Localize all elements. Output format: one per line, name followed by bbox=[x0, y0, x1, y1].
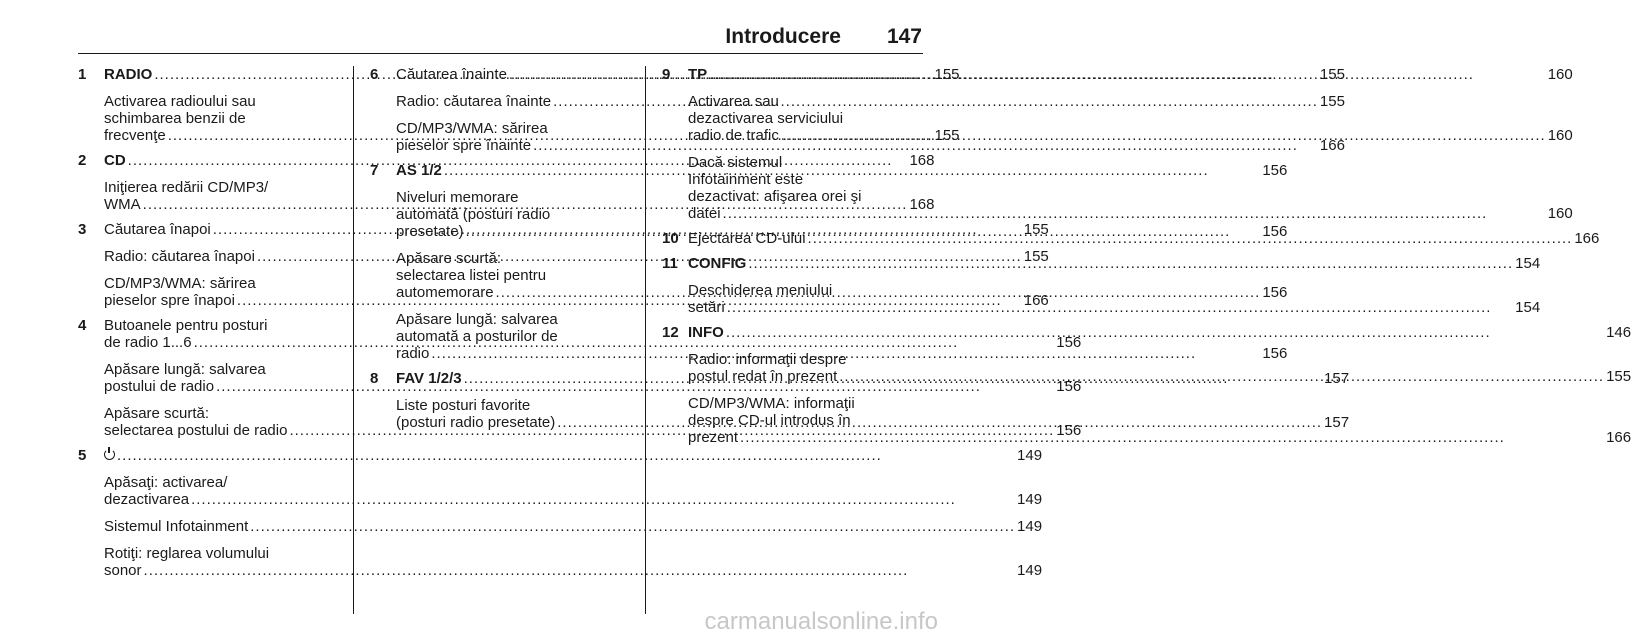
page-ref[interactable]: 149 bbox=[1017, 447, 1043, 464]
entry-title-text: AS 1/2 bbox=[396, 162, 442, 179]
page-ref[interactable]: 155 bbox=[1023, 221, 1049, 238]
entry-sub-item bbox=[688, 351, 1631, 385]
sub-item-text: datei bbox=[688, 205, 721, 222]
page-ref[interactable]: 155 bbox=[1319, 66, 1345, 83]
entry-title-text: INFO bbox=[688, 324, 724, 341]
entry-body bbox=[688, 324, 1631, 446]
page-ref[interactable]: 154 bbox=[1515, 255, 1541, 272]
sub-item-line: Deschiderea meniului bbox=[688, 282, 833, 299]
entry-number: 11 bbox=[662, 255, 678, 272]
entry-title-line: Butoanele pentru posturi bbox=[104, 317, 268, 334]
entry-number: 1 bbox=[78, 66, 87, 83]
watermark: carmanualsonline.info bbox=[704, 608, 938, 635]
sub-item-line: automată (posturi radio bbox=[396, 206, 551, 223]
sub-item-line: Rotiţi: reglarea volumului bbox=[104, 545, 270, 562]
sub-item-text: frecvenţe bbox=[104, 127, 166, 144]
sub-item-line: CD/MP3/WMA: sărirea bbox=[396, 120, 548, 137]
sub-item-line: dezactivarea serviciului bbox=[688, 110, 844, 127]
sub-item-line: Niveluri memorare bbox=[396, 189, 519, 206]
entry-number: 2 bbox=[78, 152, 87, 169]
leader-row bbox=[104, 562, 1042, 579]
page-ref[interactable]: 155 bbox=[934, 127, 960, 144]
entry-sub-item bbox=[688, 282, 1540, 316]
entry-title bbox=[688, 255, 1540, 272]
page-ref[interactable]: 156 bbox=[1262, 162, 1288, 179]
sub-item-text: radio de trafic bbox=[688, 127, 779, 144]
sub-item-text: postului de radio bbox=[104, 378, 215, 395]
leader-dots bbox=[250, 518, 1015, 535]
page-ref[interactable]: 156 bbox=[1056, 422, 1082, 439]
leader-row bbox=[688, 230, 1599, 247]
page-ref[interactable]: 157 bbox=[1324, 370, 1350, 387]
sub-item-line: CD/MP3/WMA: informaţii bbox=[688, 395, 855, 412]
leader-dots bbox=[740, 429, 1604, 446]
sub-item-text: pieselor spre înapoi bbox=[104, 292, 235, 309]
leader-dots bbox=[723, 205, 1546, 222]
entry-number: 7 bbox=[370, 162, 379, 179]
leader-row bbox=[688, 299, 1540, 316]
column-divider bbox=[353, 66, 354, 614]
page-ref[interactable]: 155 bbox=[1319, 93, 1345, 110]
page-number: 147 bbox=[886, 25, 922, 48]
column-divider bbox=[645, 66, 646, 614]
page-ref[interactable]: 160 bbox=[1547, 66, 1573, 83]
leader-dots bbox=[808, 230, 1573, 247]
sub-item-line: Apăsaţi: activarea/ bbox=[104, 474, 228, 491]
leader-dots bbox=[839, 368, 1604, 385]
entry-body bbox=[104, 447, 1042, 579]
entry-number: 5 bbox=[78, 447, 87, 464]
leader-dots bbox=[191, 491, 1015, 508]
sub-item-text: prezent bbox=[688, 429, 739, 446]
page-ref[interactable]: 156 bbox=[1262, 284, 1288, 301]
entry-sub-item bbox=[688, 93, 1573, 144]
sub-item-line: CD/MP3/WMA: sărirea bbox=[104, 275, 256, 292]
power-icon bbox=[104, 449, 115, 460]
entry-sub-item bbox=[104, 545, 1042, 579]
entry-sub-item bbox=[104, 518, 1042, 535]
sub-item-line: Iniţierea redării CD/MP3/ bbox=[104, 179, 269, 196]
page-ref[interactable]: 156 bbox=[1056, 378, 1082, 395]
sub-item-line: Apăsare scurtă: bbox=[104, 405, 210, 422]
leader-dots bbox=[726, 324, 1604, 341]
sub-item-line: Dacă sistemul bbox=[688, 154, 783, 171]
entry-title bbox=[688, 230, 1599, 247]
sub-item-text: WMA bbox=[104, 196, 141, 213]
entry-title-text: de radio 1...6 bbox=[104, 334, 192, 351]
entry-number: 6 bbox=[370, 66, 379, 83]
leader-row bbox=[688, 66, 1573, 83]
page-ref[interactable]: 155 bbox=[1606, 368, 1631, 385]
leader-dots bbox=[727, 299, 1513, 316]
leader-dots bbox=[144, 562, 1016, 579]
page-header bbox=[725, 26, 922, 47]
sub-item-line: Apăsare scurtă: bbox=[396, 250, 502, 267]
sub-item-text: automemorare bbox=[396, 284, 494, 301]
entry-title bbox=[688, 324, 1631, 341]
sub-item-text: postul redat în prezent bbox=[688, 368, 838, 385]
page-ref[interactable]: 156 bbox=[1056, 334, 1082, 351]
entry-title-text: Căutarea înapoi bbox=[104, 221, 211, 238]
leader-row bbox=[688, 255, 1540, 272]
leader-row bbox=[688, 324, 1631, 341]
page-ref[interactable]: 157 bbox=[1324, 414, 1350, 431]
page-ref[interactable]: 146 bbox=[1606, 324, 1631, 341]
page-ref[interactable]: 168 bbox=[909, 196, 935, 213]
sub-item-text: dezactivarea bbox=[104, 491, 190, 508]
sub-item-text: sonor bbox=[104, 562, 142, 579]
page-ref[interactable]: 168 bbox=[909, 152, 935, 169]
entry-title-text: Ejectarea CD-ului bbox=[688, 230, 806, 247]
page-ref[interactable]: 156 bbox=[1262, 345, 1288, 362]
entry-number: 8 bbox=[370, 370, 379, 387]
entry-title-text: TP bbox=[688, 66, 708, 83]
leader-dots bbox=[748, 255, 1513, 272]
page-ref[interactable]: 166 bbox=[1606, 429, 1631, 446]
sub-item-text: presetate) bbox=[396, 223, 464, 240]
entry-sub-item bbox=[688, 395, 1631, 446]
entry-sub-item bbox=[688, 154, 1573, 222]
entry-title-text: Căutarea înainte bbox=[396, 66, 507, 83]
page-ref[interactable]: 156 bbox=[1262, 223, 1288, 240]
page-ref[interactable]: 149 bbox=[1017, 518, 1043, 535]
page-ref[interactable]: 154 bbox=[1515, 299, 1541, 316]
entry-body bbox=[688, 230, 1599, 247]
sub-item-line: despre CD-ul introdus în bbox=[688, 412, 851, 429]
sub-item-line: automată a posturilor de bbox=[396, 328, 558, 345]
sub-item-line: Apăsare lungă: salvarea bbox=[396, 311, 558, 328]
entry-body bbox=[688, 66, 1573, 222]
sub-item-text: pieselor spre înainte bbox=[396, 137, 532, 154]
leader-row bbox=[104, 491, 1042, 508]
page-ref[interactable]: 149 bbox=[1017, 491, 1043, 508]
sub-item-line: schimbarea benzii de bbox=[104, 110, 246, 127]
header-rule bbox=[78, 53, 923, 54]
entry-title-text: CD bbox=[104, 152, 126, 169]
entry-number: 4 bbox=[78, 317, 87, 334]
entry-number: 10 bbox=[662, 230, 679, 247]
sub-item-line: Apăsare lungă: salvarea bbox=[104, 361, 266, 378]
leader-row bbox=[688, 368, 1631, 385]
page-ref[interactable]: 160 bbox=[1547, 127, 1573, 144]
page-ref[interactable]: 155 bbox=[934, 66, 960, 83]
page-ref[interactable]: 166 bbox=[1319, 137, 1345, 154]
page-ref[interactable]: 166 bbox=[1023, 292, 1049, 309]
sub-item-text: Radio: căutarea înainte bbox=[396, 93, 552, 110]
section-title: Introducere bbox=[725, 25, 841, 48]
entry-number: 3 bbox=[78, 221, 87, 238]
sub-item-text: (posturi radio presetate) bbox=[396, 414, 556, 431]
entry-sub-item bbox=[104, 474, 1042, 508]
sub-item-line: Radio: informaţii despre bbox=[688, 351, 847, 368]
page-ref[interactable]: 155 bbox=[1023, 248, 1049, 265]
page-ref[interactable]: 166 bbox=[1574, 230, 1600, 247]
sub-item-text: selectarea postului de radio bbox=[104, 422, 288, 439]
entry-title bbox=[688, 66, 1573, 83]
leader-dots bbox=[781, 127, 1546, 144]
page-ref[interactable]: 160 bbox=[1547, 205, 1573, 222]
leader-row bbox=[688, 205, 1573, 222]
entry-number: 9 bbox=[662, 66, 671, 83]
leader-dots bbox=[709, 66, 1546, 83]
entry-body bbox=[688, 255, 1540, 316]
page-ref[interactable]: 149 bbox=[1017, 562, 1043, 579]
leader-row bbox=[688, 429, 1631, 446]
sub-item-text: Sistemul Infotainment bbox=[104, 518, 249, 535]
sub-item-line: selectarea listei pentru bbox=[396, 267, 547, 284]
sub-item-text: radio bbox=[396, 345, 430, 362]
sub-item-line: Infotainment este bbox=[688, 171, 804, 188]
entry-title-text: RADIO bbox=[104, 66, 153, 83]
sub-item-text: Radio: căutarea înapoi bbox=[104, 248, 255, 265]
leader-row bbox=[104, 518, 1042, 535]
leader-row bbox=[688, 127, 1573, 144]
entry-title-text: FAV 1/2/3 bbox=[396, 370, 462, 387]
sub-item-line: Activarea radioului sau bbox=[104, 93, 256, 110]
index-entry bbox=[78, 447, 1043, 579]
sub-item-line: dezactivat: afişarea orei şi bbox=[688, 188, 862, 205]
entry-number: 12 bbox=[662, 324, 679, 341]
sub-item-line: Activarea sau bbox=[688, 93, 779, 110]
sub-item-line: Liste posturi favorite bbox=[396, 397, 531, 414]
entry-title-text: CONFIG bbox=[688, 255, 747, 272]
sub-item-text: setări bbox=[688, 299, 725, 316]
